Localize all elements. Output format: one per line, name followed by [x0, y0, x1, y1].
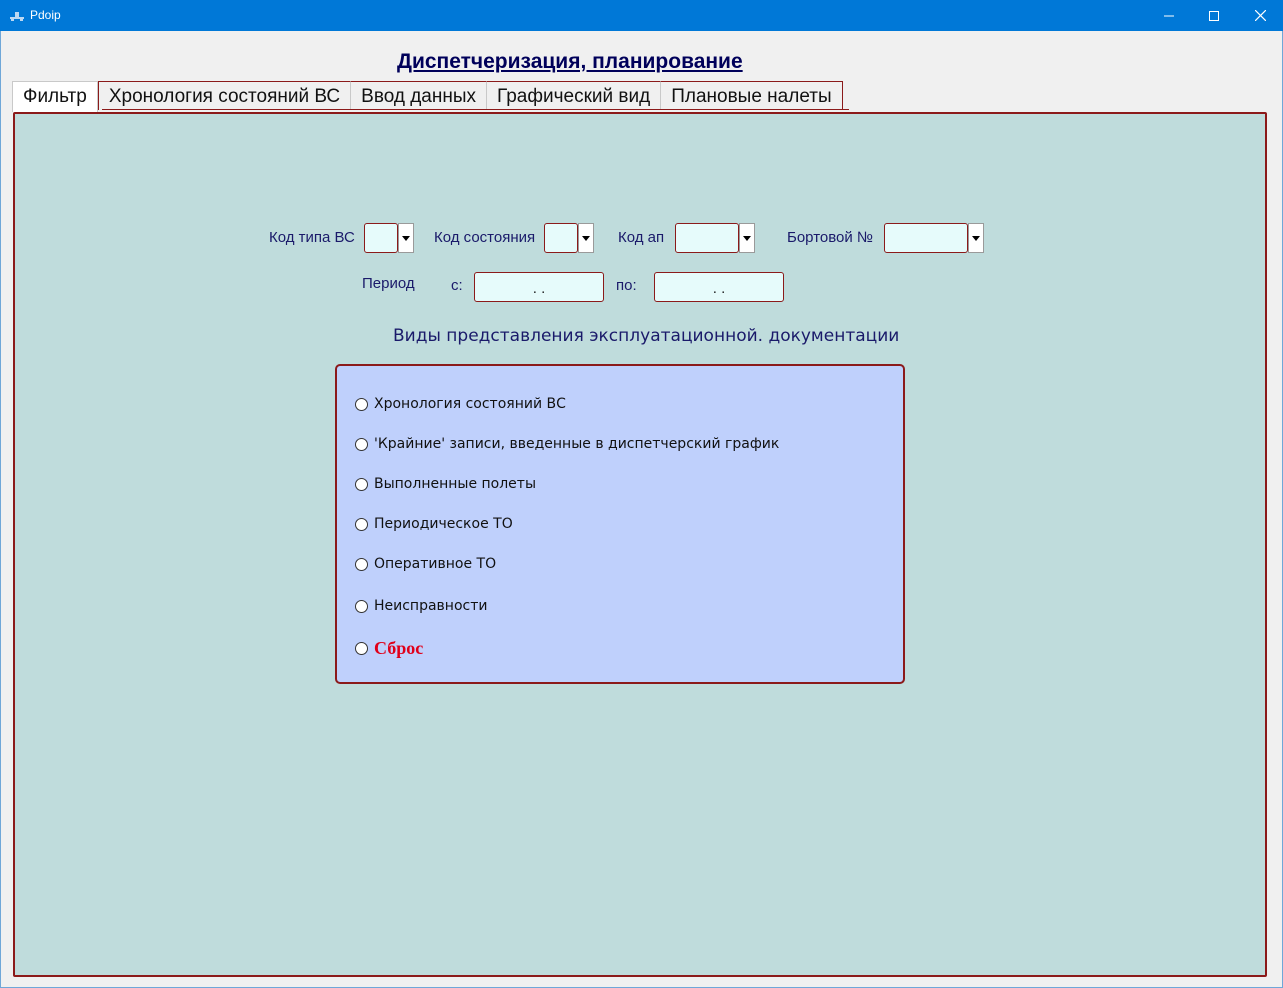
tab-aircraft-state-chronology[interactable]: Хронология состояний ВС	[98, 81, 351, 110]
airport-code-label: Код ап	[618, 229, 665, 246]
board-number-label: Бортовой №	[787, 229, 874, 246]
minimize-icon	[1164, 11, 1174, 21]
radio-option-latest-records[interactable]	[355, 436, 779, 452]
close-button[interactable]	[1237, 0, 1283, 31]
period-from-input[interactable]: . .	[474, 272, 604, 302]
aircraft-type-combo[interactable]	[364, 223, 414, 253]
state-code-field[interactable]	[544, 223, 578, 253]
radio-option-label: Неисправности	[374, 598, 488, 614]
views-section-title: Виды представления эксплуатационной. документации	[393, 326, 900, 346]
radio-option-reset[interactable]	[355, 638, 423, 659]
tab-divider	[102, 109, 849, 110]
period-to-input[interactable]: . .	[654, 272, 784, 302]
radio-button-icon[interactable]	[355, 642, 368, 655]
state-code-dropdown-button[interactable]	[578, 223, 594, 253]
radio-option-label: Выполненные полеты	[374, 476, 537, 492]
filter-panel	[13, 112, 1267, 977]
tab-filter[interactable]: Фильтр	[12, 81, 98, 112]
board-number-field[interactable]	[884, 223, 968, 253]
chevron-down-icon	[743, 236, 751, 241]
radio-option-operational-maintenance[interactable]	[355, 556, 496, 572]
tab-data-entry[interactable]: Ввод данных	[351, 81, 487, 110]
tab-graphic-view[interactable]: Графический вид	[487, 81, 661, 110]
window-border-left	[0, 31, 1, 988]
chevron-down-icon	[582, 236, 590, 241]
radio-option-chronology[interactable]	[355, 396, 566, 412]
board-number-dropdown-button[interactable]	[968, 223, 984, 253]
aircraft-type-field[interactable]	[364, 223, 398, 253]
app-icon	[9, 8, 25, 22]
radio-option-periodic-maintenance[interactable]	[355, 516, 513, 532]
period-label: Период	[362, 275, 415, 292]
radio-option-reset-label: Сброс	[374, 638, 424, 658]
window-titlebar	[0, 0, 1283, 31]
board-number-combo[interactable]	[884, 223, 984, 253]
radio-option-label: Оперативное ТО	[374, 556, 497, 572]
radio-button-icon[interactable]	[355, 518, 368, 531]
radio-option-label: Хронология состояний ВС	[374, 396, 566, 412]
minimize-button[interactable]	[1146, 0, 1192, 31]
window-title: Pdoip	[30, 8, 61, 22]
state-code-combo[interactable]	[544, 223, 594, 253]
radio-option-label: Периодическое ТО	[374, 516, 513, 532]
tab-planned-flight-hours[interactable]: Плановые налеты	[661, 81, 842, 110]
radio-button-icon[interactable]	[355, 558, 368, 571]
maximize-button[interactable]	[1191, 0, 1237, 31]
maximize-icon	[1209, 11, 1219, 21]
airport-code-combo[interactable]	[675, 223, 755, 253]
radio-option-completed-flights[interactable]	[355, 476, 536, 492]
aircraft-type-dropdown-button[interactable]	[398, 223, 414, 253]
chevron-down-icon	[972, 236, 980, 241]
radio-button-icon[interactable]	[355, 398, 368, 411]
airport-code-dropdown-button[interactable]	[739, 223, 755, 253]
radio-option-malfunctions[interactable]	[355, 598, 487, 614]
radio-option-label: 'Крайние' записи, введенные в диспетчерский график	[374, 436, 780, 452]
airport-code-field[interactable]	[675, 223, 739, 253]
close-icon	[1255, 10, 1266, 21]
period-from-label: с:	[451, 277, 463, 294]
radio-button-icon[interactable]	[355, 438, 368, 451]
views-radio-group	[335, 364, 905, 684]
radio-button-icon[interactable]	[355, 478, 368, 491]
tab-bar	[12, 81, 843, 111]
period-to-label: по:	[616, 277, 637, 294]
chevron-down-icon	[402, 236, 410, 241]
aircraft-type-label: Код типа ВС	[269, 229, 355, 246]
state-code-label: Код состояния	[434, 229, 536, 246]
radio-button-icon[interactable]	[355, 600, 368, 613]
page-title: Диспетчеризация, планирование	[397, 50, 743, 73]
